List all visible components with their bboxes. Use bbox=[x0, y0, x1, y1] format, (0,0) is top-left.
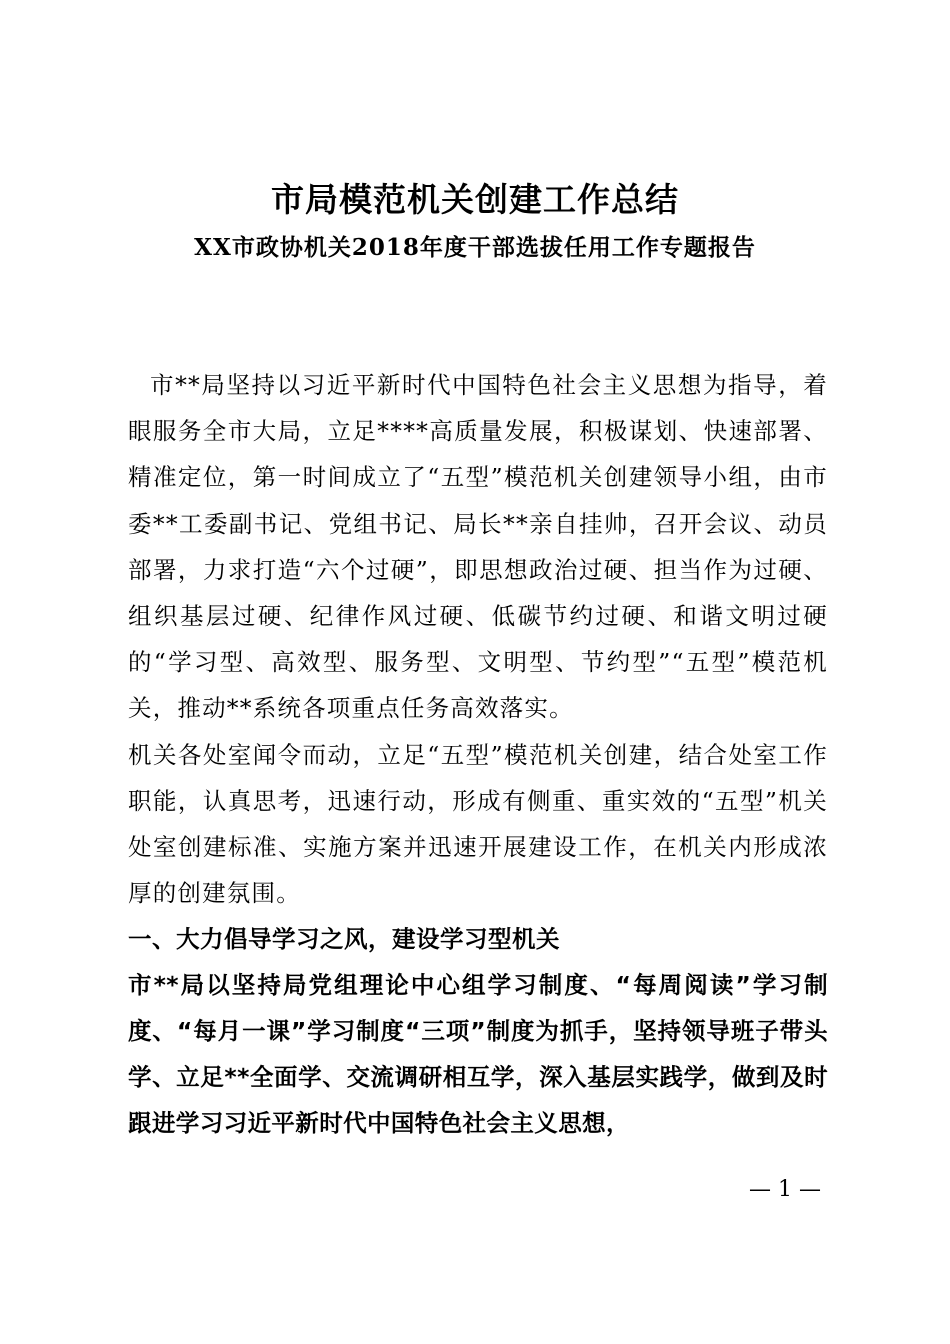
body-paragraph-intro: 市**局坚持以习近平新时代中国特色社会主义思想为指导，着眼服务全市大局，立足****高质量发展，积极谋划、快速部署、精准定位，第一时间成立了“五型”模范机关创建领导小组，由市委**工委副书记、党组书记、局长**亲自挂帅，召开会议、动员部署，力求打造“六个过硬”，即思想政治过硬、担当作为过硬、组织基层过硬、纪律作风过硬、低碳节约过硬、和谐文明过硬的“学习型、高效型、服务型、文明型、节约型”“五型”模范机关，推动**系统各项重点任务高效落实。 bbox=[128, 371, 828, 723]
section-heading-learning: 一、大力倡导学习之风，建设学习型机关 bbox=[128, 925, 560, 954]
body-paragraph-offices: 机关各处室闻令而动，立足“五型”模范机关创建，结合处室工作职能，认真思考，迅速行动，形成有侧重、重实效的“五型”机关处室创建标准、实施方案并迅速开展建设工作，在机关内形成浓厚的创建氛围。 bbox=[128, 740, 828, 908]
document-title: 市局模范机关创建工作总结 bbox=[271, 180, 679, 219]
document-body bbox=[128, 362, 828, 1146]
section-paragraph-learning: 市**局以坚持局党组理论中心组学习制度、“每周阅读”学习制度、“每月一课”学习制度“三项”制度为抓手，坚持领导班子带头学、立足**全面学、交流调研相互学，深入基层实践学，做到及时跟进学习习近平新时代中国特色社会主义思想， bbox=[128, 971, 828, 1138]
page-number: — 1 — bbox=[749, 1177, 821, 1202]
document-subtitle: XX市政协机关2018年度干部选拔任用工作专题报告 bbox=[194, 234, 756, 261]
